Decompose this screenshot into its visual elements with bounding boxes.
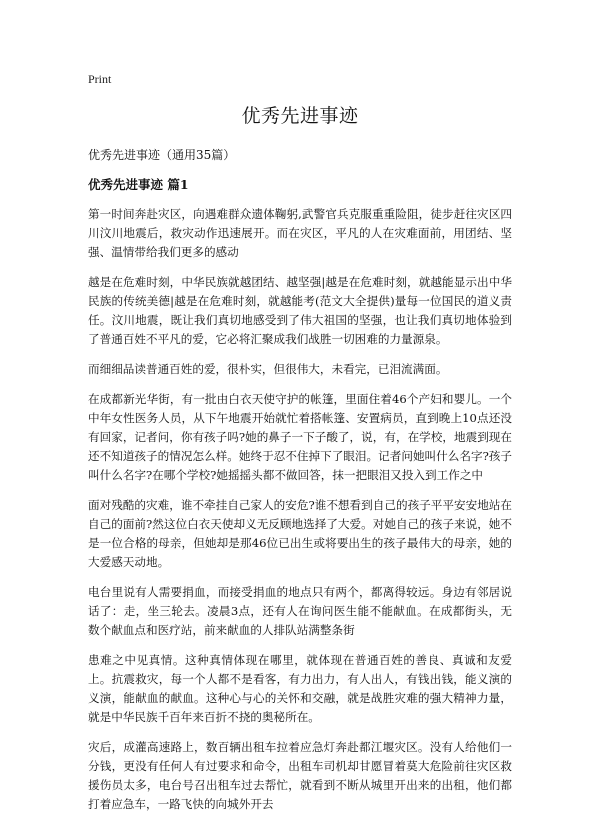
paragraph: 第一时间奔赴灾区，向遇难群众遗体鞠躬,武警官兵克服重重险阻，徒步赶往灾区四川汶川地震后，救灾动作迅速展开。而在灾区，平凡的人在灾难面前，用团结、坚强、温情带给我们更多的感动 [88, 207, 512, 259]
paragraph: 灾后，成灌高速路上，数百辆出租车拉着应急灯奔赴都江堰灾区。没有人给他们一分钱，更没有任何人有过要求和命令，出租车司机却甘愿冒着莫大危险前往灾区救援伤员太多，电台号召出租车过去帮忙，就看到不断从城里开出来的出租，他们都打着应急车，一路飞快的向城外开去 [88, 740, 512, 811]
paragraph: 患难之中见真情。这种真情体现在哪里，就体现在普通百姓的善良、真诚和友爱上。抗震救灾，每一个人都不是看客，有力出力，有人出人，有钱出钱，能义演的义演，能献血的献血。这种心与心的关怀和交融，就是战胜灾难的强大精神力量，就是中华民族千百年来百折不挠的奥秘所在。 [88, 653, 512, 724]
document-subtitle: 优秀先进事迹（通用35篇） [88, 148, 236, 162]
section-heading: 优秀先进事迹 篇1 [88, 177, 189, 192]
paragraph: 越是在危难时刻，中华民族就越团结、越坚强|越是在危难时刻，就越能显示出中华民族的传统美德|越是在危难时刻，就越能考(范文大全提供)量每一位国民的道义责任。汶川地震，既让我们真切地感受到了伟大祖国的坚强，也让我们真切地体验到了普通百姓不平凡的爱，它必将汇聚成我们战胜一切困难的力量源泉。 [88, 275, 512, 346]
paragraph: 在成都新光华街，有一批由白衣天使守护的帐篷，里面住着46个产妇和婴儿。一个中年女性医务人员，从下午地震开始就忙着搭帐篷、安置病员，直到晚上10点还没有回家，记者问，你有孩子吗?她的鼻子一下子酸了，说，有，在学校，地震到现在还不知道孩子的情况怎么样。她终于忍不住掉下了眼泪。记者问她叫什么名字?孩子叫什么名字?在哪个学校?她摇摇头都不做回答，抹一把眼泪又投入到工作之中 [88, 392, 512, 482]
print-link[interactable]: Print [88, 72, 112, 86]
paragraph: 而细细品读普通百姓的爱，很朴实，但很伟大，未看完，已泪流满面。 [88, 362, 448, 376]
document-title: 优秀先进事迹 [241, 105, 359, 127]
paragraph: 面对残酷的灾难，谁不牵挂自己家人的安危?谁不想看到自己的孩子平平安安地站在自己的面前?然这位白衣天使却义无反顾地选择了大爱。对她自己的孩子来说，她不是一位合格的母亲，但她却是那46位已出生或将要出生的孩子最伟大的母亲，她的大爱感天动地。 [88, 498, 512, 569]
paragraph: 电台里说有人需要捐血，而接受捐血的地点只有两个，都离得较远。身边有邻居说话了：走，坐三轮去。凌晨3点，还有人在询问医生能不能献血。在成都街头，无数个献血点和医疗站，前来献血的人排队站满整条街 [88, 585, 512, 637]
